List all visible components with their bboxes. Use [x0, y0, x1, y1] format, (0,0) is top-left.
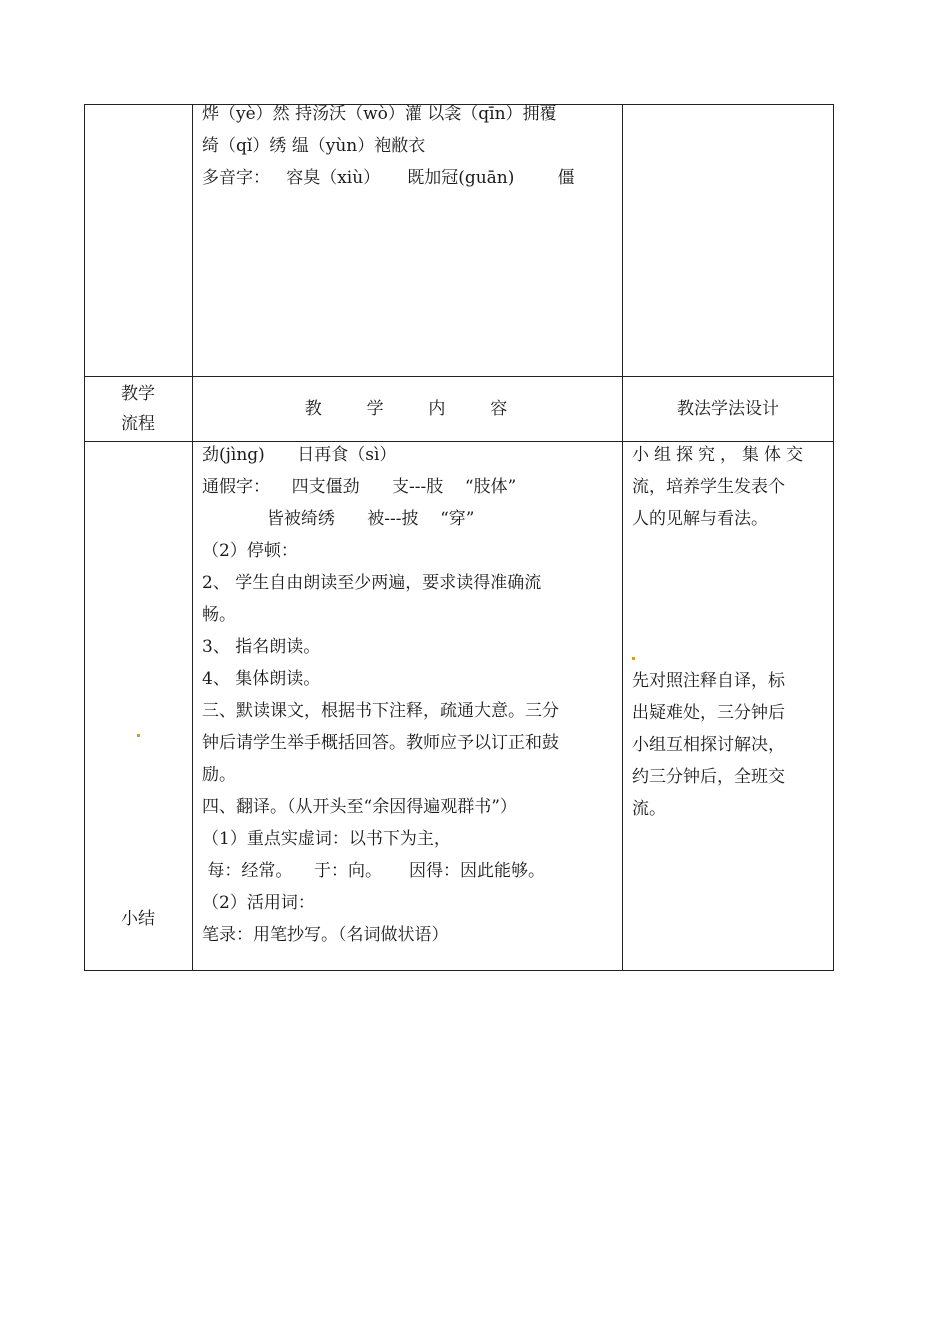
- content-line: （1）重点实虚词：以书下为主，: [202, 829, 451, 849]
- header-col1-line1: 教学: [121, 384, 155, 404]
- method-line: 约三分钟后，全班交: [632, 767, 785, 787]
- content-line: 劲(jìng) 日再食（sì）: [202, 445, 397, 465]
- row1-line: 烨（yè）然 持汤沃（wò）灌 以衾（qīn）拥覆: [202, 104, 557, 124]
- method-line: 小组互相探讨解决，: [632, 735, 785, 755]
- content-line: 皆被绮绣 被---披 “穿”: [202, 509, 475, 529]
- row1-line: 绮（qǐ）绣 缊（yùn）袍敝衣: [202, 136, 426, 156]
- stray-mark: [137, 734, 140, 737]
- content-line: 3、 指名朗读。: [202, 637, 321, 657]
- content-line: 励。: [202, 765, 236, 785]
- stray-mark: [632, 657, 635, 660]
- teaching-content-body: [202, 439, 614, 951]
- header-teaching-content: 教 学 内 容: [304, 399, 510, 419]
- table-border-bottom: [84, 970, 834, 971]
- header-col1-line2: 流程: [121, 414, 155, 434]
- content-line: 笔录：用笔抄写。（名词做状语）: [202, 925, 449, 945]
- table-border-right: [833, 104, 834, 971]
- content-line: 四、翻译。（从开头至“余因得遍观群书”）: [202, 797, 517, 817]
- method-line: 出疑难处，三分钟后: [632, 703, 785, 723]
- table-divider-col2: [622, 104, 623, 971]
- lesson-plan-table: [84, 104, 834, 971]
- method-design-body: [632, 439, 826, 825]
- method-line: 流，培养学生发表个: [632, 477, 785, 497]
- method-line: 先对照注释自译，标: [632, 671, 785, 691]
- content-line: 钟后请学生举手概括回答。教师应予以订正和鼓: [202, 733, 559, 753]
- content-line: 通假字： 四支僵劲 支---肢 “肢体”: [202, 477, 517, 497]
- content-line: 4、 集体朗读。: [202, 669, 321, 689]
- content-line: 每：经常。 于：向。 因得：因此能够。: [202, 861, 546, 881]
- method-line: 小组探究，集体交: [632, 445, 808, 465]
- header-teaching-process: [84, 377, 192, 443]
- table-divider-col1: [192, 104, 193, 971]
- content-line: 畅。: [202, 605, 236, 625]
- table-border-left: [84, 104, 85, 971]
- row1-content: [202, 98, 614, 194]
- content-line: （2）停顿：: [202, 541, 298, 561]
- content-line: 三、默读课文，根据书下注释，疏通大意。三分: [202, 701, 559, 721]
- content-line: 2、 学生自由朗读至少两遍，要求读得准确流: [202, 573, 542, 593]
- summary-label: 小结: [121, 909, 155, 929]
- header-method-design: 教法学法设计: [677, 399, 779, 419]
- content-line: （2）活用词：: [202, 893, 315, 913]
- method-line: 流。: [632, 799, 666, 819]
- method-line: 人的见解与看法。: [632, 509, 768, 529]
- row1-line: 多音字： 容臭（xiù） 既加冠(guān) 僵: [202, 168, 575, 188]
